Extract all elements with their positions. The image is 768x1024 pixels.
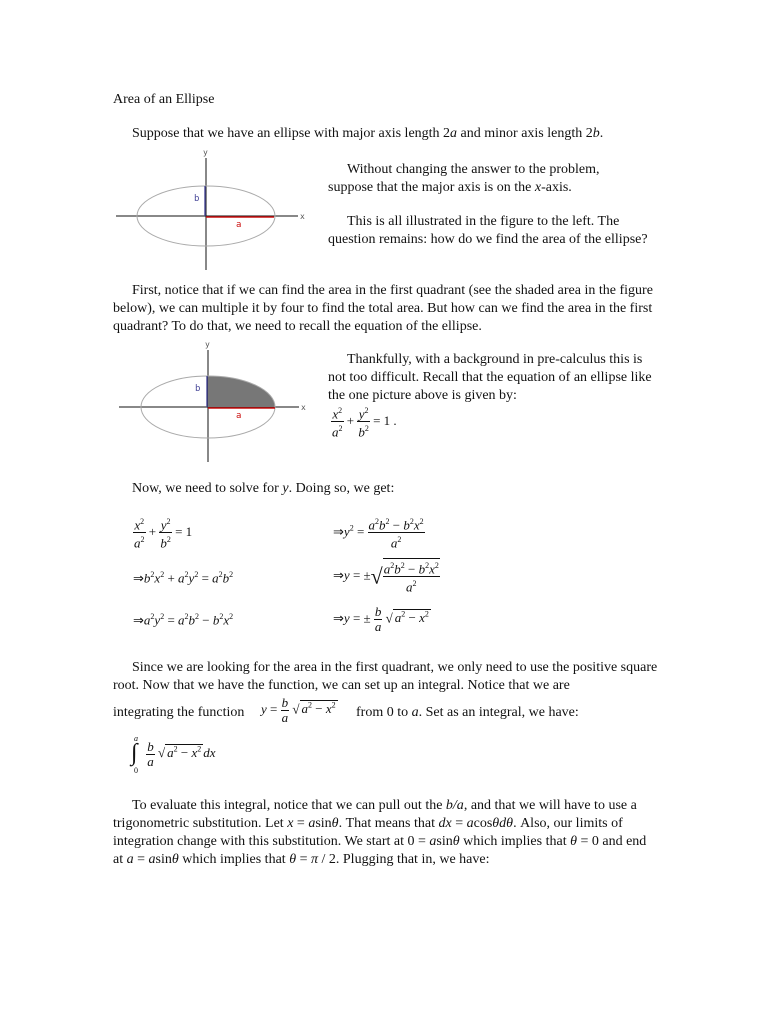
equation-step-2: $\Rightarrow b^2x^2 + a^2y^2 = a^2b^2$ [133,570,234,586]
shaded-ellipse-figure [112,338,318,464]
page-title: Area of an Ellipse [113,92,215,107]
a-label: a [236,411,242,421]
function-equation: y = $\frac{b}{a}$ √ $a^2 - x^2$ [261,695,336,725]
figure-x-label: x [301,403,306,412]
a-label: a [236,220,242,230]
equation-step-4: $\Rightarrow y^2$ = $\frac{a^2b^2 - b^2x^2}{a^2}$ [333,517,424,551]
first-quadrant-shading [208,376,275,407]
integral-upper-limit: a [134,734,138,743]
integral-sign: ∫ [131,740,138,766]
positive-root-paragraph: Since we are looking for the area in the first quadrant, we only need to use the positive square root. Now that we have the function, we can set up an integral. Notice that we are [113,660,658,693]
intro-paragraph: Suppose that we have an ellipse with major axis length 2a and minor axis length 2b. [132,126,604,141]
figure-description-paragraph: This is all illustrated in the figure to the left. The question remains: how do we find the area of the ellipse? [328,214,648,247]
figure-y-label: y [205,340,210,349]
integrating-function-label: integrating the function [113,705,245,720]
figure-y-label: y [203,148,208,157]
b-label: b [194,194,200,204]
ellipse-equation: $\frac{x^2}{a^2}$ + $\frac{y^2}{b^2}$ = 1 . [332,406,397,440]
ellipse-figure [112,146,318,272]
solve-paragraph: Now, we need to solve for y. Doing so, we get: [132,481,395,496]
equation-step-3: $\Rightarrow a^2y^2 = a^2b^2 - b^2x^2$ [133,612,234,628]
integrating-limits-text: from 0 to a. Set as an integral, we have: [356,705,579,720]
equation-step-6: ⇒y = ± $\frac{b}{a}$ √ $a^2 - x^2$ [333,604,429,634]
integral-lower-limit: 0 [134,766,138,775]
figure-x-label: x [300,212,305,221]
substitution-paragraph: To evaluate this integral, notice that we can pull out the b/a, and that we will have to use a trigonometric substitution. Let x = asinθ. That means that dx = acosθdθ. Also, our limits of integration change with this substitution. We start at 0 = asinθ which implies that θ = 0 and end at a = asinθ which implies that θ = π / 2. Plugging that in, we have: [113,798,647,867]
first-quadrant-paragraph: First, notice that if we can find the area in the first quadrant (see the shaded area in the figure below), we can multiple it by four to find the total area. But how can we find the area in the first quadrant? To do that, we need to recall the equation of the ellipse. [113,283,653,334]
equation-step-5: ⇒y = ±√ $\frac{a^2b^2 - b^2x^2}{a^2}$ [333,558,440,595]
major-axis-paragraph: Without changing the answer to the problem, suppose that the major axis is on the x-axis. [328,162,600,195]
equation-step-1: $\frac{x^2}{a^2}$ + $\frac{y^2}{b^2}$ = 1 [134,517,193,551]
integral-expression: a ∫ 0 $\frac{b}{a}$ √ $a^2 - x^2$ dx [131,734,216,775]
b-label: b [195,384,201,394]
pre-calculus-paragraph: Thankfully, with a background in pre-calculus this is not too difficult. Recall that the equation of an ellipse like the one picture above is given by: [328,352,652,403]
